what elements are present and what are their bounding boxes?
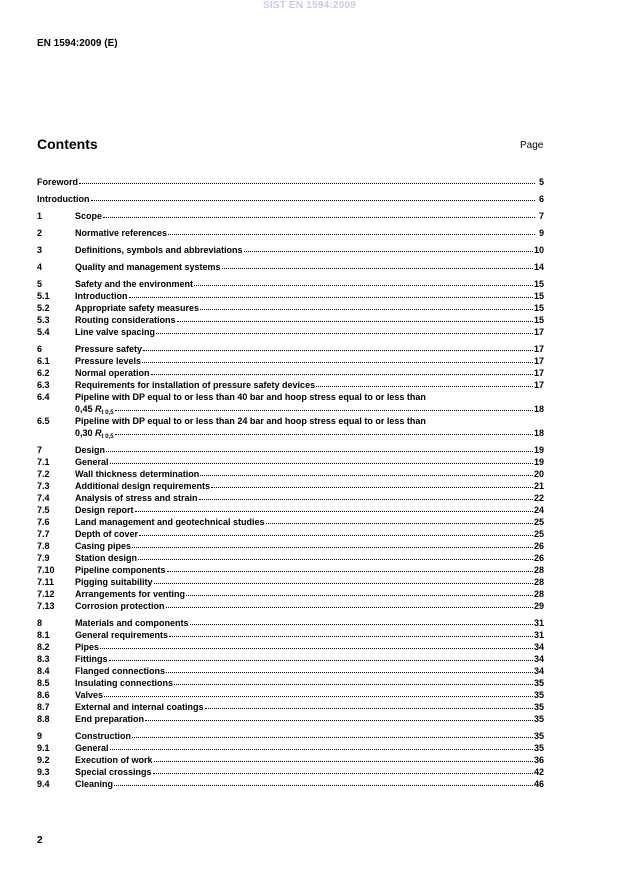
- toc-entry-number: 5: [37, 279, 43, 289]
- toc-entry-page: 31: [533, 618, 544, 628]
- toc-entry[interactable]: [37, 778, 544, 790]
- symbol-subscript: t 0,5: [101, 434, 114, 440]
- toc-entry[interactable]: [37, 326, 544, 338]
- toc-entry-number: 5.1: [37, 291, 50, 301]
- toc-entry-title: Scope: [75, 211, 103, 221]
- toc-entry[interactable]: [37, 403, 544, 415]
- toc-entry-page: 26: [533, 541, 544, 551]
- toc-entry[interactable]: [37, 244, 544, 256]
- toc-entry-leader: [115, 426, 533, 435]
- toc-entry-number: 6: [37, 344, 43, 354]
- toc-entry-title: External and internal coatings: [75, 702, 204, 712]
- toc-entry-leader: [100, 640, 533, 649]
- toc-entry-number: 7.13: [37, 601, 55, 611]
- toc-entry-title: Land management and geotechnical studies: [75, 517, 265, 527]
- toc-entry-page: 5: [538, 177, 544, 187]
- toc-entry-page: 35: [533, 714, 544, 724]
- toc-entry-leader: [168, 226, 535, 235]
- toc-entry-number: 6.3: [37, 380, 50, 390]
- toc-entry-leader: [200, 467, 533, 476]
- toc-entry-title: Quality and management systems: [75, 262, 221, 272]
- toc-entry-number: 3: [37, 245, 43, 255]
- toc-entry-number: 6.4: [37, 392, 50, 402]
- toc-entry-leader: [145, 712, 533, 721]
- toc-entry-title: Introduction: [75, 291, 128, 301]
- toc-entry-page: 14: [533, 262, 544, 272]
- toc-entry-number: 6.5: [37, 416, 50, 426]
- toc-entry-title: Design report: [75, 505, 134, 515]
- toc-entry-leader: [222, 260, 533, 269]
- toc-entry-leader: [211, 479, 533, 488]
- toc-entry-number: 8.8: [37, 714, 50, 724]
- toc-entry-leader: [129, 289, 533, 298]
- toc-entry-leader: [143, 342, 533, 351]
- toc-entry-number: 7.1: [37, 457, 50, 467]
- toc-entry-leader: [104, 688, 533, 697]
- toc-entry-title: Line valve spacing: [75, 327, 156, 337]
- toc-entry-page: 24: [533, 505, 544, 515]
- toc-entry-title: Casing pipes: [75, 541, 132, 551]
- toc-entry-page: 46: [533, 779, 544, 789]
- toc-entry[interactable]: [37, 713, 544, 725]
- toc-entry-page: 36: [533, 755, 544, 765]
- toc-entry-number: 5.4: [37, 327, 50, 337]
- toc-entry-number: 7.12: [37, 589, 55, 599]
- toc-entry-title: Pressure levels: [75, 356, 142, 366]
- toc-entry-leader: [167, 563, 533, 572]
- toc-entry-title: Routing considerations: [75, 315, 176, 325]
- toc-entry-number: 8.3: [37, 654, 50, 664]
- toc-entry-page: 17: [533, 368, 544, 378]
- toc-entry-leader: [114, 777, 533, 786]
- toc-entry-leader: [174, 676, 533, 685]
- toc-entry-title: Fittings: [75, 654, 108, 664]
- toc-entry[interactable]: [37, 600, 544, 612]
- toc-entry-leader: [316, 378, 533, 387]
- document-id: EN 1594:2009 (E): [37, 38, 118, 49]
- toc-entry-title: Arrangements for venting: [75, 589, 186, 599]
- toc-entry-leader: [109, 652, 533, 661]
- toc-entry-page: 19: [533, 445, 544, 455]
- toc-entry-number: 6.1: [37, 356, 50, 366]
- toc-entry-leader: [91, 192, 536, 201]
- toc-entry-page: 22: [533, 493, 544, 503]
- toc-entry-page: 31: [533, 630, 544, 640]
- toc-entry-title: Normative references: [75, 228, 168, 238]
- symbol: R: [95, 428, 102, 438]
- symbol: R: [95, 404, 102, 414]
- toc-entry-title: Pressure safety: [75, 344, 143, 354]
- toc-entry-number: 4: [37, 262, 43, 272]
- toc-entry-leader: [166, 599, 533, 608]
- toc-entry-page: 15: [533, 291, 544, 301]
- toc-entry-title: Cleaning: [75, 779, 114, 789]
- toc-entry-title: Design: [75, 445, 106, 455]
- toc-entry-page: 15: [533, 315, 544, 325]
- toc-entry-number: 7.8: [37, 541, 50, 551]
- toc-entry-title: Additional design requirements: [75, 481, 211, 491]
- toc-entry-page: 35: [533, 731, 544, 741]
- toc-entry-page: 17: [533, 356, 544, 366]
- toc-entry-leader: [190, 616, 533, 625]
- toc-entry-page: 17: [533, 380, 544, 390]
- toc-entry-page: 18: [533, 428, 544, 438]
- toc-entry-page: 34: [533, 654, 544, 664]
- toc-entry-page: 35: [533, 690, 544, 700]
- toc-entry-number: 9: [37, 731, 43, 741]
- toc-entry-title: End preparation: [75, 714, 145, 724]
- toc-entry[interactable]: [37, 261, 544, 273]
- toc-entry-page: 17: [533, 344, 544, 354]
- toc-entry[interactable]: [37, 193, 544, 205]
- toc-entry-leader: [154, 575, 533, 584]
- toc-entry-leader: [186, 587, 533, 596]
- toc-entry-number: 8.1: [37, 630, 50, 640]
- toc-entry-leader: [266, 515, 533, 524]
- toc-entry-title: Depth of cover: [75, 529, 139, 539]
- toc-entry-page: 21: [533, 481, 544, 491]
- toc-entry-title: Normal operation: [75, 368, 150, 378]
- toc-entry-page: 6: [538, 194, 544, 204]
- toc-entry-title: Special crossings: [75, 767, 152, 777]
- toc-entry-leader: [153, 765, 533, 774]
- toc-entry-leader: [110, 741, 533, 750]
- toc-entry-title: Execution of work: [75, 755, 153, 765]
- toc-entry-page: 15: [533, 303, 544, 313]
- toc-entry-leader: [110, 455, 533, 464]
- table-of-contents: [37, 176, 544, 790]
- toc-entry-number: 9.4: [37, 779, 50, 789]
- toc-entry[interactable]: [37, 427, 544, 439]
- toc-entry-title: Construction: [75, 731, 131, 741]
- toc-entry-number: 8.6: [37, 690, 50, 700]
- toc-entry-title: Pigging suitability: [75, 577, 153, 587]
- toc-entry-leader: [115, 402, 533, 411]
- toc-entry-page: 34: [533, 666, 544, 676]
- toc-entry-page: 18: [533, 404, 544, 414]
- toc-entry-page: 20: [533, 469, 544, 479]
- toc-entry-leader: [205, 700, 533, 709]
- toc-entry-number: 6.2: [37, 368, 50, 378]
- toc-entry-title: Flanged connections: [75, 666, 166, 676]
- toc-entry-title: Pipeline with DP equal to or less than 40 bar and hoop stress equal to or less than: [75, 392, 426, 402]
- toc-entry-leader: [135, 503, 533, 512]
- toc-entry-title: Introduction: [37, 194, 90, 204]
- toc-entry-leader: [106, 443, 533, 452]
- toc-entry-page: 35: [533, 743, 544, 753]
- toc-entry-number: 9.3: [37, 767, 50, 777]
- toc-entry-number: 5.2: [37, 303, 50, 313]
- toc-entry-title: General requirements: [75, 630, 169, 640]
- toc-entry-number: 2: [37, 228, 43, 238]
- toc-entry-number: 7.3: [37, 481, 50, 491]
- toc-entry-number: 8.7: [37, 702, 50, 712]
- toc-entry-page: 26: [533, 553, 544, 563]
- toc-entry-number: 1: [37, 211, 43, 221]
- toc-entry-number: 7.10: [37, 565, 55, 575]
- toc-entry-title: Foreword: [37, 177, 79, 187]
- toc-entry-leader: [194, 277, 533, 286]
- toc-entry-number: 7.2: [37, 469, 50, 479]
- toc-entry-title-continued: 0,30 $R_{t 0,5}$: [75, 428, 114, 440]
- toc-entry-page: 19: [533, 457, 544, 467]
- toc-entry-page: 15: [533, 279, 544, 289]
- toc-entry-number: 8.5: [37, 678, 50, 688]
- toc-entry-page: 25: [533, 529, 544, 539]
- toc-entry-leader: [200, 301, 533, 310]
- toc-entry-leader: [132, 729, 533, 738]
- toc-entry[interactable]: [37, 227, 544, 239]
- toc-entry-number: 7.5: [37, 505, 50, 515]
- toc-entry-leader: [166, 664, 533, 673]
- toc-entry-page: 25: [533, 517, 544, 527]
- toc-entry-title-continued: 0,45 $R_{t 0,5}$: [75, 404, 114, 416]
- toc-entry-title: Corrosion protection: [75, 601, 165, 611]
- toc-entry-number: 7: [37, 445, 43, 455]
- toc-entry-page: 17: [533, 327, 544, 337]
- toc-entry-page: 9: [538, 228, 544, 238]
- toc-entry-leader: [154, 753, 533, 762]
- toc-entry-leader: [142, 354, 533, 363]
- toc-entry-number: 9.2: [37, 755, 50, 765]
- toc-entry-title: Insulating connections: [75, 678, 174, 688]
- toc-entry-title: Appropriate safety measures: [75, 303, 200, 313]
- toc-entry-number: 7.4: [37, 493, 50, 503]
- page-number: 2: [37, 835, 43, 846]
- toc-entry-title: Valves: [75, 690, 104, 700]
- toc-entry-number: 8: [37, 618, 43, 628]
- toc-entry-number: 5.3: [37, 315, 50, 325]
- toc-entry-page: 28: [533, 589, 544, 599]
- toc-entry-number: 8.2: [37, 642, 50, 652]
- toc-entry-title: Station design: [75, 553, 138, 563]
- toc-entry[interactable]: [37, 176, 544, 188]
- toc-entry-leader: [103, 209, 535, 218]
- toc-entry-page: 7: [538, 211, 544, 221]
- toc-entry-title: Pipes: [75, 642, 100, 652]
- toc-entry-leader: [132, 539, 533, 548]
- page-title: Contents: [37, 136, 98, 152]
- toc-entry-page: 29: [533, 601, 544, 611]
- toc-entry-title: Safety and the environment: [75, 279, 194, 289]
- toc-entry-title: General: [75, 457, 109, 467]
- toc-entry-leader: [138, 551, 533, 560]
- toc-entry-title: Wall thickness determination: [75, 469, 200, 479]
- toc-entry-leader: [199, 491, 533, 500]
- symbol-subscript: t 0,5: [101, 410, 114, 416]
- toc-entry-leader: [139, 527, 533, 536]
- toc-entry-page: 28: [533, 565, 544, 575]
- toc-entry-number: 8.4: [37, 666, 50, 676]
- toc-entry-leader: [156, 325, 533, 334]
- toc-entry-page: 28: [533, 577, 544, 587]
- toc-entry-title: Analysis of stress and strain: [75, 493, 198, 503]
- toc-entry-page: 35: [533, 678, 544, 688]
- toc-entry-title: Definitions, symbols and abbreviations: [75, 245, 243, 255]
- toc-entry-title: Materials and components: [75, 618, 189, 628]
- watermark: SIST EN 1594:2009: [263, 0, 356, 11]
- toc-entry-title: Pipeline with DP equal to or less than 24 bar and hoop stress equal to or less than: [75, 416, 426, 426]
- toc-entry-number: 9.1: [37, 743, 50, 753]
- toc-entry-number: 7.9: [37, 553, 50, 563]
- toc-entry-title: Pipeline components: [75, 565, 166, 575]
- toc-entry-leader: [151, 366, 533, 375]
- toc-entry-leader: [169, 628, 533, 637]
- toc-entry-page: 42: [533, 767, 544, 777]
- toc-entry-page: 34: [533, 642, 544, 652]
- toc-entry-leader: [79, 175, 535, 184]
- toc-entry-title: Requirements for installation of pressure safety devices: [75, 380, 316, 390]
- toc-entry-leader: [244, 243, 533, 252]
- toc-entry[interactable]: [37, 210, 544, 222]
- page-column-label: Page: [520, 140, 544, 151]
- toc-entry-page: 10: [533, 245, 544, 255]
- toc-entry-number: 7.6: [37, 517, 50, 527]
- toc-entry-title: General: [75, 743, 109, 753]
- toc-entry-number: 7.11: [37, 577, 55, 587]
- toc-entry-number: 7.7: [37, 529, 50, 539]
- toc-entry-page: 35: [533, 702, 544, 712]
- toc-entry-leader: [177, 313, 533, 322]
- toc-entry[interactable]: [37, 379, 544, 391]
